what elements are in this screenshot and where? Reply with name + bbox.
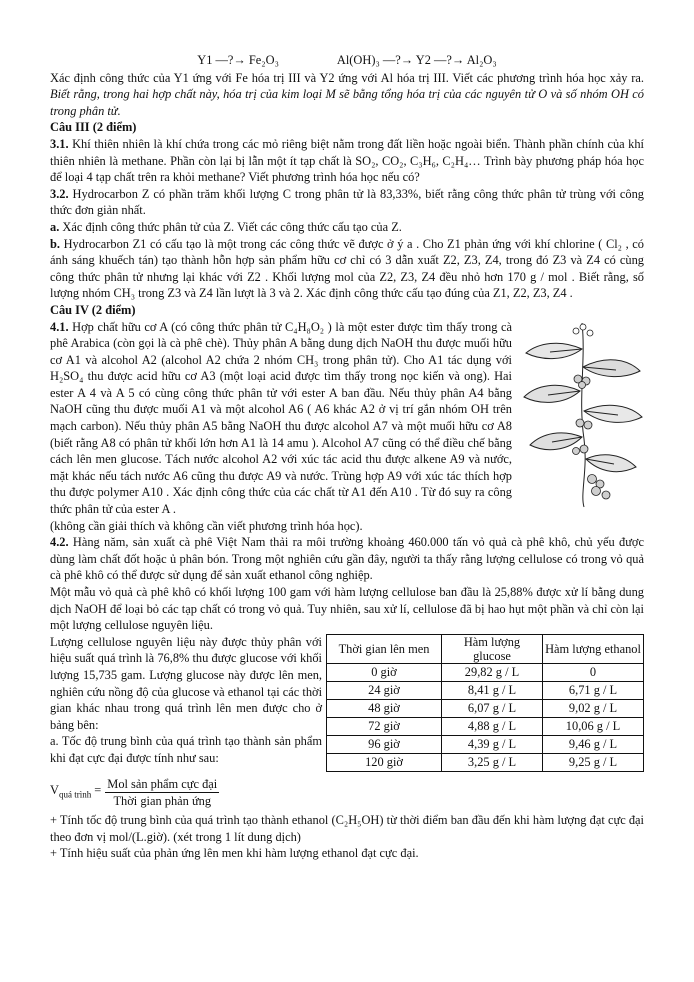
formula-fraction (105, 776, 219, 810)
table-cell: 29,82 g / L (442, 663, 543, 681)
table-cell: 10,06 g / L (543, 717, 644, 735)
equation-y1: Y1 —?→ Fe₂O₃ (197, 53, 279, 67)
table-cell: 9,46 g / L (543, 735, 644, 753)
question-4-2a: a. Tốc độ trung bình của quá trình tạo thành sản phẩm khi đạt cực đại được tính như sau: (50, 734, 322, 765)
table-row (327, 699, 644, 717)
table-cell: 9,02 g / L (543, 699, 644, 717)
intro-paragraph: Xác định công thức của Y1 ứng với Fe hóa trị III và Y2 ứng với Al hóa trị III. Viết các phương trình hóa học xảy ra. Biết rằng, trong hai hợp chất này, hóa trị của kim loại M sẽ bằng tổng hóa trị của các nguyên tử O và số nhóm OH có trong phân tử. (50, 70, 644, 118)
table-header-row (327, 634, 644, 663)
section-heading-cau3: Câu III (2 điểm) (50, 120, 137, 135)
question-3-2: 3.2. Hydrocarbon Z có phần trăm khối lượng C trong phân tử là 83,33%, biết rằng công thức phân tử trùng với công thức đơn giản nhất. (50, 186, 644, 218)
page (50, 52, 644, 862)
section-heading-cau4: Câu IV (2 điểm) (50, 302, 136, 317)
table-cell: 4,39 g / L (442, 735, 543, 753)
question-4-1-note: (không cần giải thích và không cần viết phương trình hóa học). (50, 518, 363, 533)
table-cell: 9,25 g / L (543, 753, 644, 771)
table-cell: 3,25 g / L (442, 753, 543, 771)
table-cell: 48 giờ (327, 699, 442, 717)
question-4-2-text: Lượng cellulose nguyên liệu này được thủy phân với hiệu suất quá trình là 76,8% thu được glucose với khối lượng 15,735 gam. Lượng glucose này được lên men, nghiên cứu nồng độ của glucose và ethanol tại các thời gian khác nhau trong quá trình lên men được cho ở bảng bên: (50, 634, 323, 732)
table-cell: 72 giờ (327, 717, 442, 735)
question-4-2-para1: 4.2. Hàng năm, sản xuất cà phê Việt Nam thải ra môi trường khoảng 460.000 tấn vỏ quả cà phê khô, chủ yếu được dùng làm chất đốt hoặc ủ phân bón. Trong một nghiên cứu gần đây, người ta thấy rằng lượng cellulose có trong vỏ quả cà phê khô có thể được sử dụng để sản xuất ethanol công nghiệp. (50, 535, 644, 583)
formula-lhs: $V_{quá trình}$ = (50, 783, 102, 800)
question-4-1: 4.1. Hợp chất hữu cơ A (có công thức phân tử C₄H₈O₂ ) là một ester được tìm thấy trong cà phê Arabica (còn gọi là cà phê chè). Thủy phân A bằng dung dịch NaOH thu được muối hữu cơ A1 và alcohol A2 (alcohol A2 chứa 2 nhóm CH₃ trong phân tử). Cho A1 tác dụng với H₂SO₄ thu được acid hữu cơ A3 (một loại acid được tìm thấy trong nọc kiến và ong). Hai ester A 4 và A 5 có cùng công thức phân tử với ester A ban đầu. Nếu thủy phân A4 bằng NaOH cũng thu được muối A1 và một alcohol A6 ( A6 khác A2 ở vị trí gắn nhóm OH trên mạch carbon). Nếu thủy phân A5 bằng NaOH thu được alcohol A7 và một muối hữu cơ A8 (biết rằng A8 có phân tử khối lớn hơn A1 là 14 amu ). Alcohol A7 cũng có thể điều chế bằng cách lên men glucose. Tách nước alcohol A2 với xúc tác acid thu được alkene A9 và nước, mặt khác nếu tách nước A6 cũng thu được A9 và nước. Trùng hợp A9 với xúc tác thích hợp thu được polymer A10 . Xác định công thức của các chất từ A1 đến A10 . Từ đó suy ra công thức phân tử của ester A . (50, 319, 512, 517)
bullet-rate: + Tính tốc độ trung bình của quá trình tạo thành ethanol (C₂H₅OH) từ thời điểm ban đầu đến khi hàm lượng đạt cực đại theo đơn vị mol/(L.giờ). (xét trong 1 lít dung dịch) (50, 812, 644, 844)
coffee-plant-illustration (520, 319, 644, 509)
table-cell: 8,41 g / L (442, 681, 543, 699)
table-row (327, 735, 644, 753)
question-4-1-block (50, 319, 644, 535)
rate-formula (50, 776, 644, 810)
table-row (327, 663, 644, 681)
table-cell: 6,07 g / L (442, 699, 543, 717)
formula-denominator: Thời gian phản ứng (113, 794, 212, 809)
table-cell: 4,88 g / L (442, 717, 543, 735)
table-cell: 6,71 g / L (543, 681, 644, 699)
equation-y2: Al(OH)₃ —?→ Y2 —?→ Al₂O₃ (336, 53, 497, 67)
question-3-1: 3.1. Khí thiên nhiên là khí chứa trong các mỏ riêng biệt nằm trong đất liền hoặc ngoài biển. Thành phần chính của khí thiên nhiên là methane. Phần còn lại bị lẫn một ít tạp chất là SO₂, CO₂, C₃H₆, C₂H₄… Trình bày phương pháp hóa học để loại 4 tạp chất trên ra khỏi methane? Viết phương trình hóa học nếu có? (50, 136, 644, 185)
table-cell: 24 giờ (327, 681, 442, 699)
question-3-2b: b. Hydrocarbon Z1 có cấu tạo là một trong các công thức vẽ được ở ý a . Cho Z1 phản ứng với khí chlorine ( Cl₂ , có ánh sáng khuếch tán) tạo thành hỗn hợp sản phẩm hữu cơ chỉ có 3 dẫn xuất Z2, Z3, Z4, trong đó Z3 và Z4 có cùng công thức phân tử nhưng lại khác với Z2 . Khối lượng mol của Z2, Z3, Z4 đều nhỏ hơn 170 g / mol . Biết rằng, số lượng nhóm CH₃ trong Z3 và Z4 lần lượt là 3 và 2. Xác định công thức cấu tạo đúng của Z1, Z2, Z3, Z4 . (50, 236, 644, 301)
fermentation-table (326, 634, 644, 772)
formula-numerator: Mol sản phẩm cực đại (105, 776, 219, 794)
table-header: Thời gian lên men (327, 634, 442, 663)
reaction-equations (50, 52, 644, 69)
table-cell: 0 giờ (327, 663, 442, 681)
table-row (327, 717, 644, 735)
table-header: Hàm lượng ethanol (543, 634, 644, 663)
bullet-yield: + Tính hiệu suất của phản ứng lên men khi hàm lượng ethanol đạt cực đại. (50, 846, 419, 861)
question-4-2-left-column (50, 634, 322, 772)
question-3-2a: a. Xác định công thức phân tử của Z. Viết các công thức cấu tạo của Z. (50, 219, 402, 234)
table-cell: 0 (543, 663, 644, 681)
table-row (327, 681, 644, 699)
table-cell: 120 giờ (327, 753, 442, 771)
question-4-2-table-row (50, 634, 644, 772)
table-header: Hàm lượng glucose (442, 634, 543, 663)
table-cell: 96 giờ (327, 735, 442, 753)
table-row (327, 753, 644, 771)
question-4-2-para2: Một mẫu vỏ quả cà phê khô có khối lượng 100 gam với hàm lượng cellulose ban đầu là 25,88% được xử lí bằng dung dịch NaOH để loại bỏ các tạp chất có trong vỏ quả. Tuy nhiên, sau xử lí, cellulose đã bị hao hụt một phần và chỉ còn lại một lượng cellulose nguyên liệu. (50, 585, 644, 633)
